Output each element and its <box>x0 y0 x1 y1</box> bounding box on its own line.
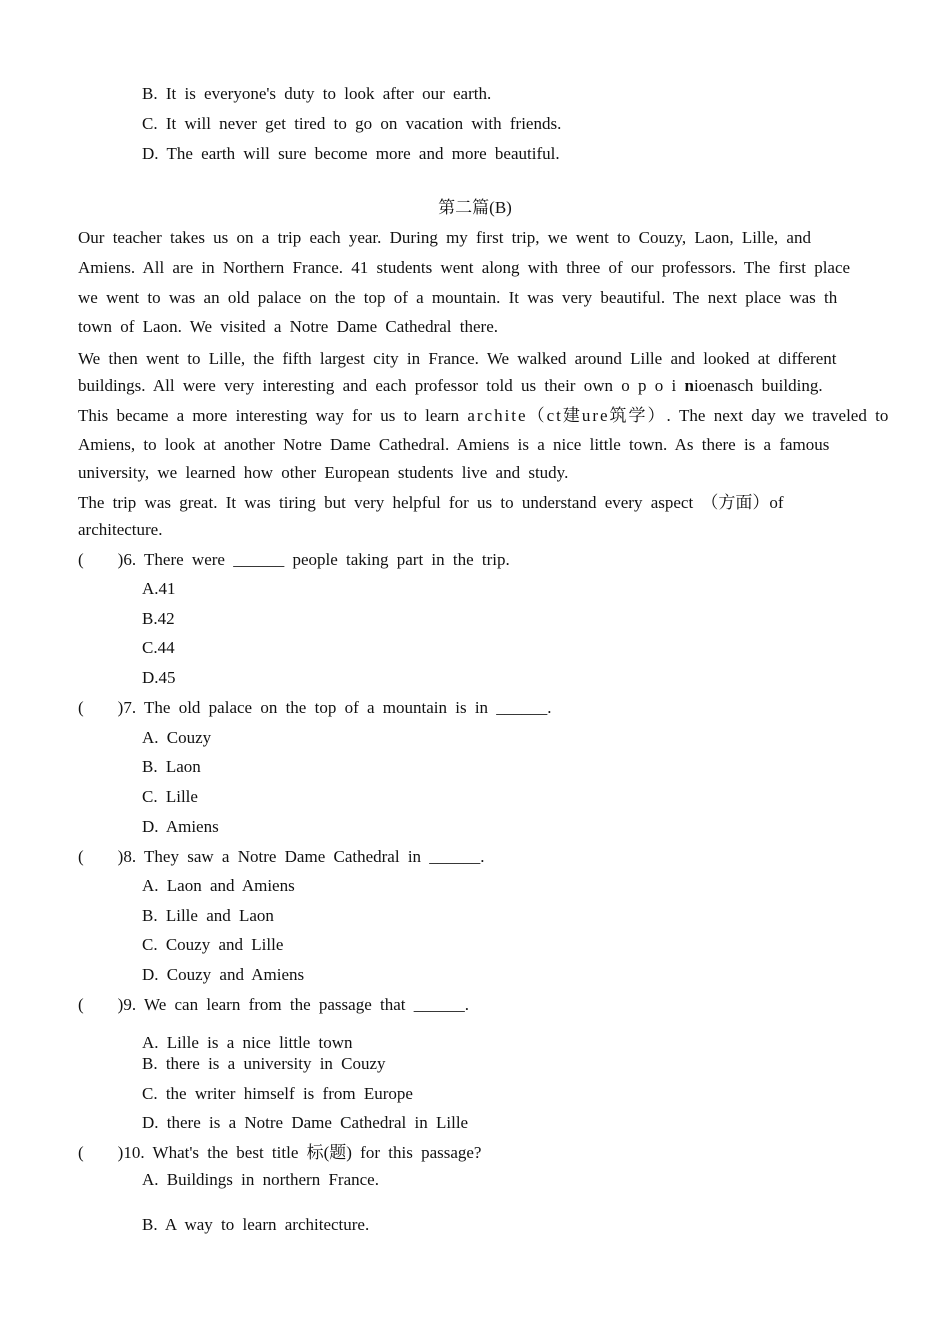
passage-line: town of Laon. We visited a Notre Dame Cathedral there. <box>78 317 498 336</box>
question-stem: )6. There were ______ people taking part in the trip. <box>117 550 510 569</box>
question-10 <box>78 1142 481 1164</box>
question-stem: )9. We can learn from the passage that ______. <box>117 995 469 1014</box>
q7-option-a[interactable]: A. Couzy <box>142 728 212 747</box>
question-7 <box>78 697 552 719</box>
q7-option-b[interactable]: B. Laon <box>142 757 201 776</box>
passage-fragment-bold: n <box>684 376 694 395</box>
q6-option-d[interactable]: D.45 <box>142 668 176 687</box>
passage-fragment: buildings. All were very interesting and each professor told us their own o p o i <box>78 376 685 395</box>
q8-option-c[interactable]: C. Couzy and Lille <box>142 935 284 954</box>
q10-option-b[interactable]: B. A way to learn architecture. <box>142 1215 370 1234</box>
passage-line: we went to was an old palace on the top of a mountain. It was very beautiful. The next place was th <box>78 288 838 307</box>
q6-option-b[interactable]: B.42 <box>142 609 175 628</box>
passage-line: architecture. <box>78 520 163 539</box>
passage-fragment: ioenasch building. <box>693 376 823 395</box>
q8-option-b[interactable]: B. Lille and Laon <box>142 906 274 925</box>
question-stem: )8. They saw a Notre Dame Cathedral in ______. <box>117 847 485 866</box>
question-8 <box>78 846 485 868</box>
question-stem: )10. What's the best title 标(题) for this passage? <box>117 1143 482 1162</box>
passage-fragment: . The next day we traveled to <box>666 406 889 425</box>
answer-paren-open: ( <box>78 550 84 569</box>
q7-option-c[interactable]: C. Lille <box>142 787 198 806</box>
q10-option-a[interactable]: A. Buildings in northern France. <box>142 1170 379 1189</box>
passage-line <box>78 405 888 427</box>
passage-line: university, we learned how other European students live and study. <box>78 463 569 482</box>
question-stem: )7. The old palace on the top of a mountain is in ______. <box>117 698 552 717</box>
question-9 <box>78 994 469 1016</box>
answer-paren-open: ( <box>78 698 84 717</box>
passage-line: The trip was great. It was tiring but very helpful for us to understand every aspect （方面）of <box>78 493 784 512</box>
prev-option-c: C. It will never get tired to go on vacation with friends. <box>142 114 562 133</box>
passage-line: Amiens, to look at another Notre Dame Cathedral. Amiens is a nice little town. As there is a famous <box>78 435 830 454</box>
prev-option-d: D. The earth will sure become more and more beautiful. <box>142 144 560 163</box>
passage-line <box>78 375 823 397</box>
passage-line: Amiens. All are in Northern France. 41 students went along with three of our professors. The first place <box>78 258 851 277</box>
q8-option-d[interactable]: D. Couzy and Amiens <box>142 965 305 984</box>
answer-paren-open: ( <box>78 1143 84 1162</box>
passage-fragment: This became a more interesting way for us to learn <box>78 406 468 425</box>
passage-line: We then went to Lille, the fifth largest city in France. We walked around Lille and looked at different <box>78 349 837 368</box>
answer-paren-open: ( <box>78 995 84 1014</box>
prev-option-b: B. It is everyone's duty to look after our earth. <box>142 84 492 103</box>
q9-option-d[interactable]: D. there is a Notre Dame Cathedral in Lille <box>142 1113 469 1132</box>
passage-line: Our teacher takes us on a trip each year. During my first trip, we went to Couzy, Laon, Lille, and <box>78 228 811 247</box>
q6-option-c[interactable]: C.44 <box>142 638 175 657</box>
q6-option-a[interactable]: A.41 <box>142 579 176 598</box>
q9-option-b[interactable]: B. there is a university in Couzy <box>142 1054 386 1073</box>
q9-option-a[interactable]: A. Lille is a nice little town <box>142 1033 353 1052</box>
section-title: 第二篇(B) <box>438 198 512 217</box>
question-6 <box>78 549 510 571</box>
q9-option-c[interactable]: C. the writer himself is from Europe <box>142 1084 413 1103</box>
q7-option-d[interactable]: D. Amiens <box>142 817 219 836</box>
q8-option-a[interactable]: A. Laon and Amiens <box>142 876 295 895</box>
passage-fragment-annotated: archite（ct建ure筑学） <box>467 406 667 425</box>
answer-paren-open: ( <box>78 847 84 866</box>
